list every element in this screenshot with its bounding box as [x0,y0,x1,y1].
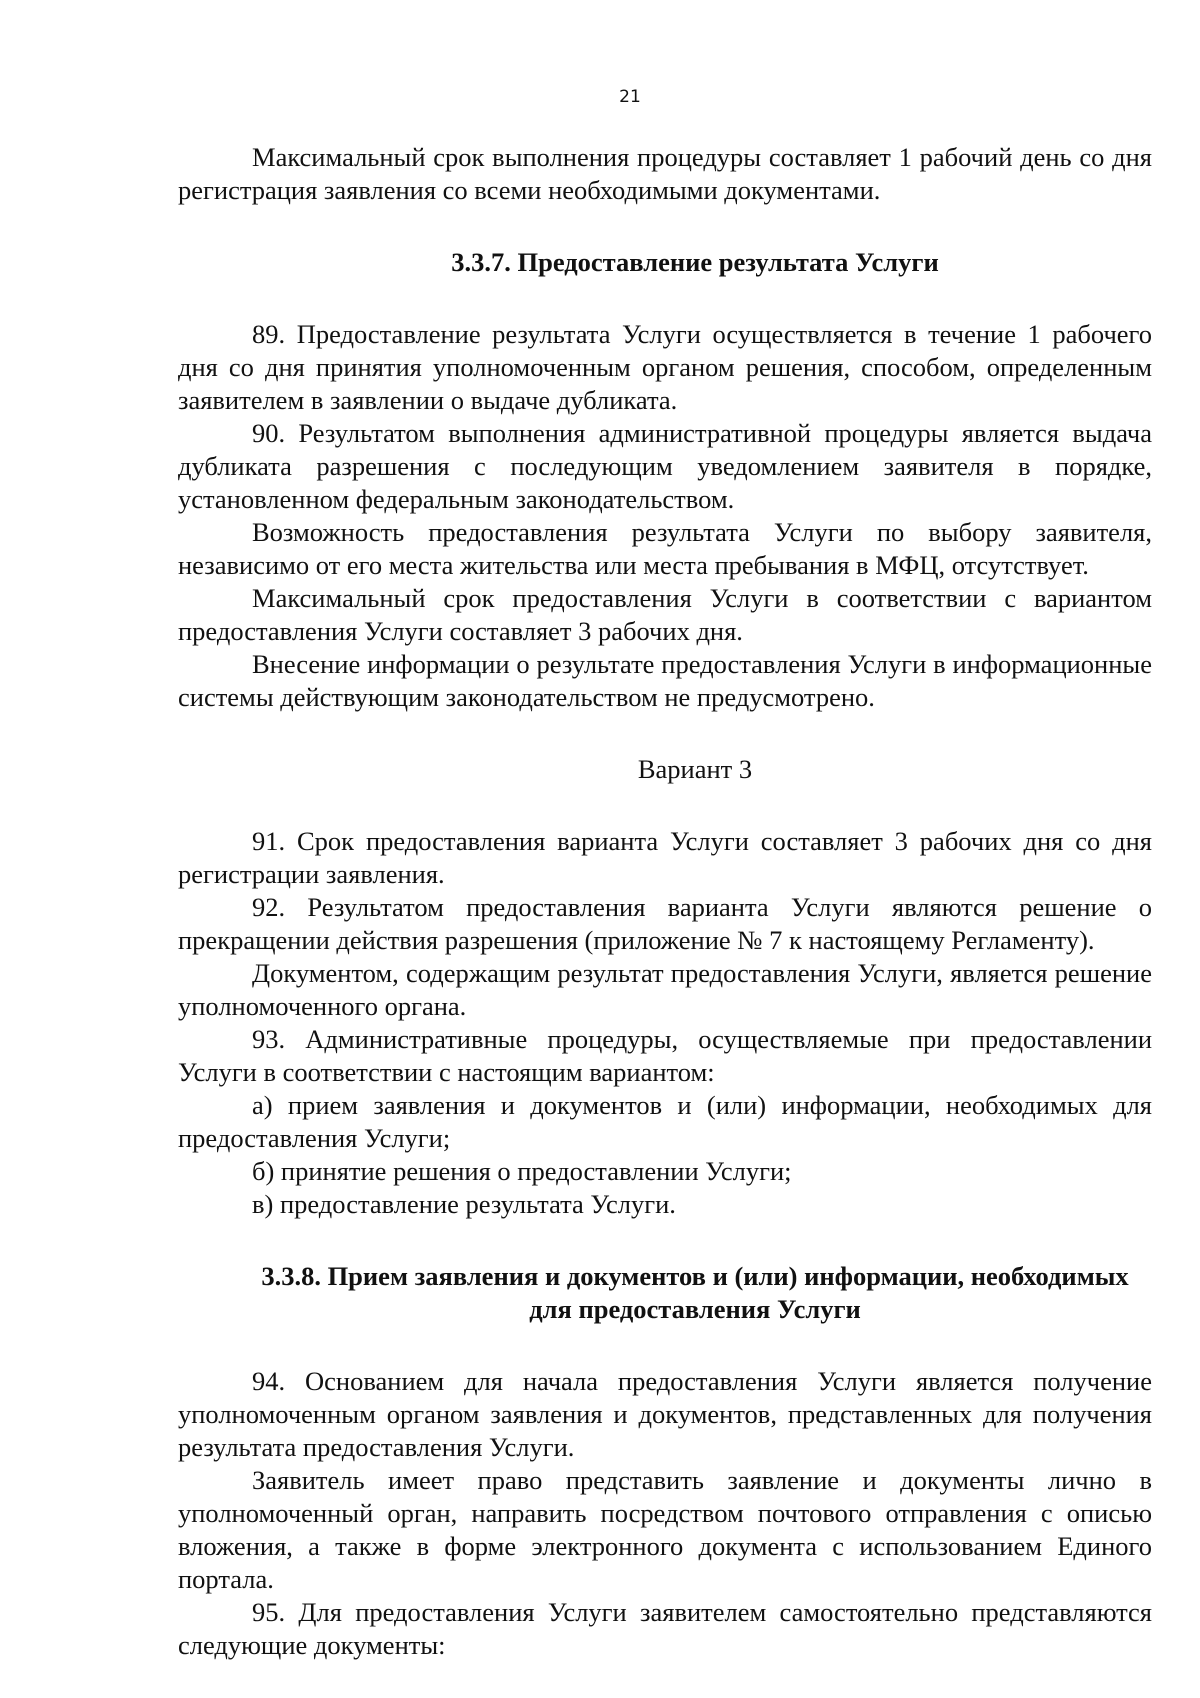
paragraph: Возможность предоставления результата Услуги по выбору заявителя, независимо от его места жительства или места пребывания в МФЦ, отсутствует. [178,517,1152,580]
paragraph-92: 92. Результатом предоставления варианта Услуги являются решение о прекращении действия разрешения (приложение № 7 к настоящему Регламенту). [178,892,1152,955]
paragraph: Внесение информации о результате предоставления Услуги в информационные системы действующим законодательством не предусмотрено. [178,649,1152,712]
paragraph-95: 95. Для предоставления Услуги заявителем самостоятельно представляются следующие документы: [178,1597,1152,1660]
section-heading-3-3-8: 3.3.8. Прием заявления и документов и (или) информации, необходимых для предоставления Услуги [261,1261,1129,1324]
page-number: 21 [619,87,641,107]
paragraph-89: 89. Предоставление результата Услуги осуществляется в течение 1 рабочего дня со дня принятия уполномоченным органом решения, способом, определенным заявителем в заявлении о выдаче дубликата. [178,319,1152,415]
paragraph: Максимальный срок выполнения процедуры составляет 1 рабочий день со дня регистрация заявления со всеми необходимыми документами. [178,142,1152,205]
paragraph: Документом, содержащим результат предоставления Услуги, является решение уполномоченного органа. [178,958,1152,1021]
paragraph-91: 91. Срок предоставления варианта Услуги составляет 3 рабочих дня со дня регистрации заявления. [178,826,1152,889]
paragraph-93: 93. Административные процедуры, осуществляемые при предоставлении Услуги в соответствии с настоящим вариантом: [178,1024,1152,1087]
paragraph: Заявитель имеет право представить заявление и документы лично в уполномоченный орган, направить посредством почтового отправления с описью вложения, а также в форме электронного документа с использованием Единого портала. [178,1465,1152,1594]
paragraph-90: 90. Результатом выполнения административной процедуры является выдача дубликата разрешения с последующим уведомлением заявителя в порядке, установленном федеральным законодательством. [178,418,1152,514]
variant-heading: Вариант 3 [637,754,753,784]
list-item-b: б) принятие решения о предоставлении Услуги; [252,1156,792,1186]
paragraph-94: 94. Основанием для начала предоставления Услуги является получение уполномоченным органом заявления и документов, представленных для получения результата предоставления Услуги. [178,1366,1152,1462]
list-item-a: а) прием заявления и документов и (или) информации, необходимых для предоставления Услуги; [178,1090,1152,1153]
document-body [178,141,1152,1662]
paragraph: Максимальный срок предоставления Услуги в соответствии с вариантом предоставления Услуги составляет 3 рабочих дня. [178,583,1152,646]
list-item-v: в) предоставление результата Услуги. [252,1189,676,1219]
section-heading-3-3-7: 3.3.7. Предоставление результата Услуги [451,247,939,277]
